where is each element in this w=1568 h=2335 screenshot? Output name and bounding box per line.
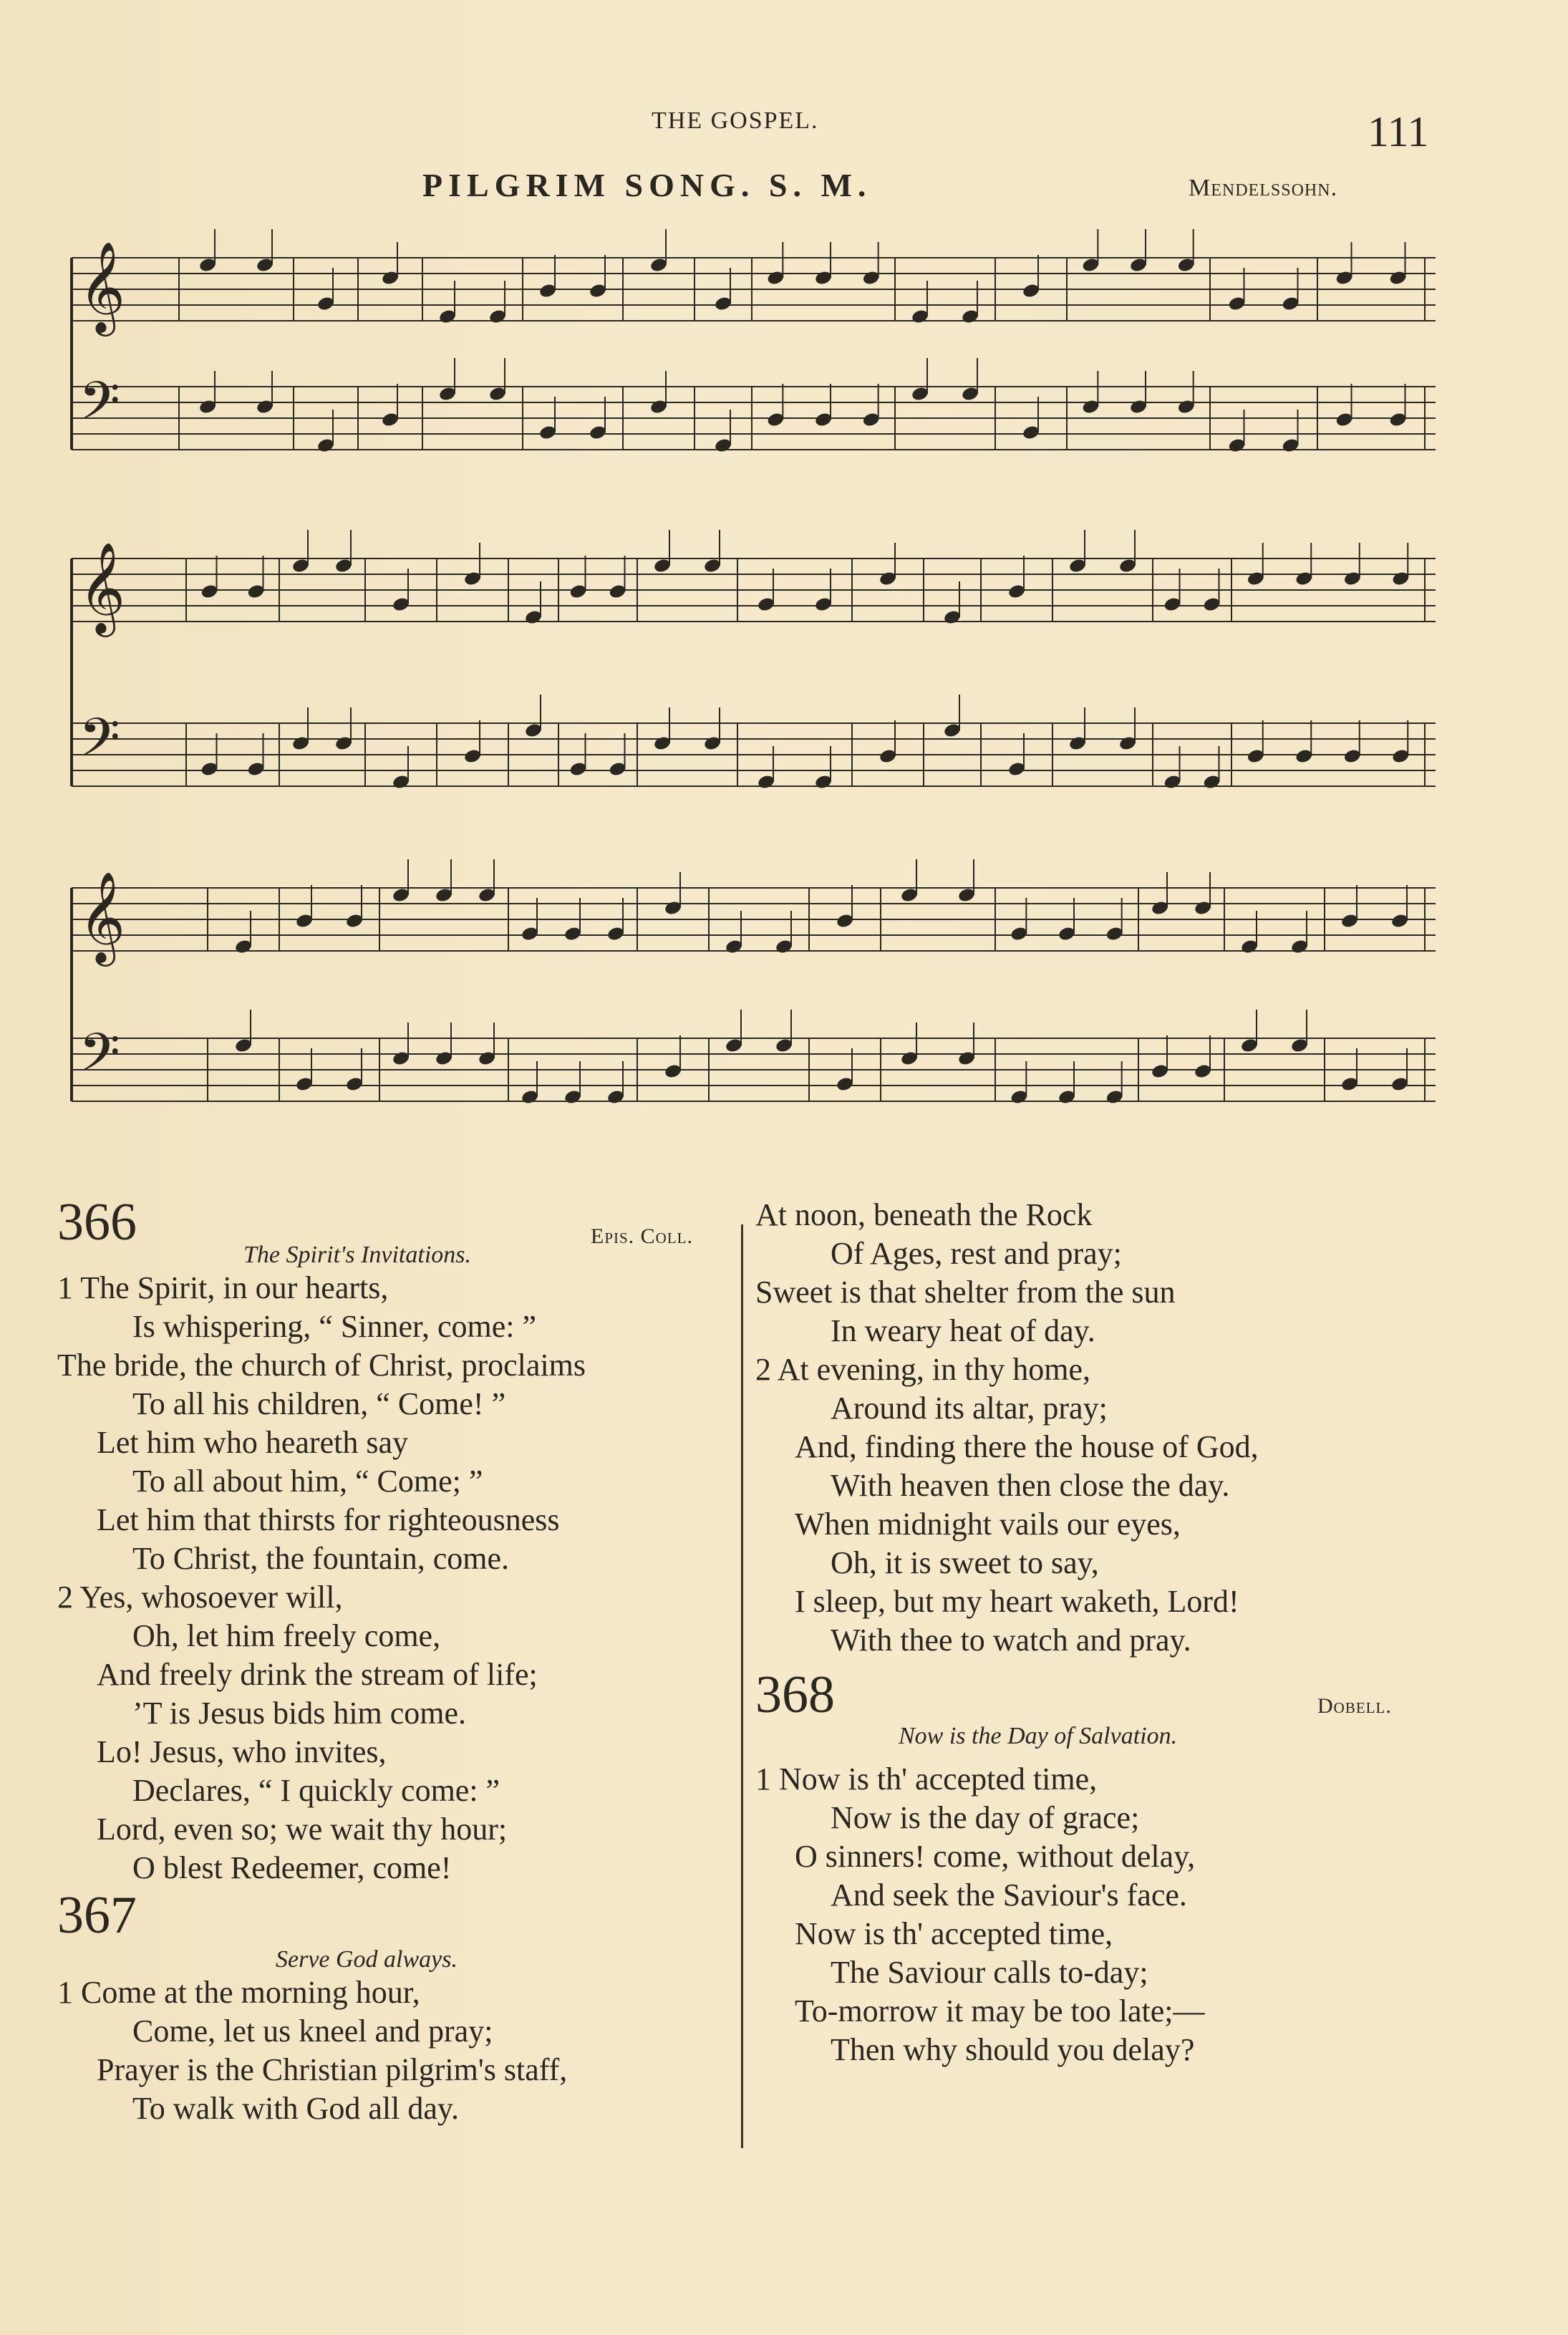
verse-line: Come, let us kneel and pray;	[132, 2013, 493, 2049]
verse-line: The Saviour calls to-day;	[831, 1955, 1148, 1990]
music-score	[64, 215, 1446, 1146]
hymn-number: 367	[57, 1886, 137, 1945]
verse-line: In weary heat of day.	[831, 1313, 1095, 1348]
treble-clef: 𝄞	[79, 541, 126, 633]
verse-line: Let him who heareth say	[97, 1425, 408, 1460]
verse-line: O sinners! come, without delay,	[795, 1839, 1196, 1874]
treble-clef: 𝄞	[79, 241, 126, 332]
verse-line: 1 The Spirit, in our hearts,	[57, 1270, 389, 1305]
verse-line: Around its altar, pray;	[831, 1391, 1108, 1426]
verse-line: I sleep, but my heart waketh, Lord!	[795, 1584, 1239, 1619]
verse-line: To walk with God all day.	[132, 2091, 459, 2126]
verse-line: 1 Come at the morning hour,	[57, 1975, 420, 2010]
running-head: THE GOSPEL.	[652, 107, 819, 134]
bass-clef: 𝄢	[79, 1022, 120, 1097]
verse-line: Now is th' accepted time,	[795, 1916, 1113, 1951]
verse-line: 1 Now is th' accepted time,	[755, 1761, 1098, 1797]
verse-line: O blest Redeemer, come!	[132, 1850, 452, 1885]
verse-line: 2 At evening, in thy home,	[755, 1352, 1091, 1387]
verse-line: Oh, it is sweet to say,	[831, 1545, 1099, 1580]
hymn-author: Epis. Coll.	[591, 1224, 694, 1248]
hymn-title: The Spirit's Invitations.	[243, 1242, 472, 1268]
verse-line: Then why should you delay?	[831, 2032, 1195, 2067]
verse-line: Of Ages, rest and pray;	[831, 1236, 1122, 1271]
right-column	[755, 1196, 1443, 2069]
tune-composer: Mendelssohn.	[1189, 175, 1338, 201]
verse-line: Sweet is that shelter from the sun	[755, 1275, 1176, 1310]
hymn-author: Dobell.	[1317, 1694, 1392, 1718]
page-number: 111	[1368, 108, 1429, 155]
verse-line: To Christ, the fountain, come.	[132, 1541, 510, 1576]
verse-line: Now is the day of grace;	[831, 1800, 1140, 1835]
verse-line: To all about him, “ Come; ”	[132, 1464, 483, 1499]
verse-line: The bride, the church of Christ, proclaims	[57, 1348, 586, 1383]
verse-line: And seek the Saviour's face.	[831, 1877, 1187, 1913]
verse-line: 2 Yes, whosoever will,	[57, 1580, 343, 1615]
hymn-text	[755, 1196, 1443, 1660]
verse-line: Let him that thirsts for righteousness	[97, 1502, 560, 1537]
verse-line: To all his children, “ Come! ”	[132, 1386, 506, 1421]
verse-line: Lo! Jesus, who invites,	[97, 1734, 387, 1769]
bass-clef: 𝄢	[79, 370, 120, 445]
tune-title: PILGRIM SONG. S. M.	[422, 167, 872, 203]
hymn-number: 368	[755, 1666, 835, 1724]
verse-line: Lord, even so; we wait thy hour;	[97, 1812, 508, 1847]
hymn-number: 366	[57, 1193, 137, 1252]
hymn-text	[755, 1760, 1443, 2069]
verse-line: Prayer is the Christian pilgrim's staff,	[97, 2052, 568, 2087]
hymn-title: Now is the Day of Salvation.	[899, 1723, 1178, 1749]
verse-line: Oh, let him freely come,	[132, 1618, 441, 1653]
treble-clef: 𝄞	[79, 871, 126, 962]
verse-line: With heaven then close the day.	[831, 1468, 1230, 1503]
verse-line: When midnight vails our eyes,	[795, 1507, 1181, 1542]
verse-line: To-morrow it may be too late;—	[795, 1993, 1205, 2029]
verse-line: With thee to watch and pray.	[831, 1623, 1191, 1658]
hymn-title: Serve God always.	[276, 1946, 458, 1973]
verse-line: And, finding there the house of God,	[795, 1429, 1259, 1464]
bass-clef: 𝄢	[79, 707, 120, 782]
hymn-text	[57, 1269, 745, 1887]
verse-line: ’T is Jesus bids him come.	[132, 1696, 467, 1731]
verse-line: And freely drink the stream of life;	[97, 1657, 538, 1692]
verse-line: Declares, “ I quickly come: ”	[132, 1773, 500, 1808]
verse-line: At noon, beneath the Rock	[755, 1197, 1093, 1232]
left-column	[57, 1193, 745, 2128]
hymn-text	[57, 1973, 745, 2128]
verse-line: Is whispering, “ Sinner, come: ”	[132, 1309, 536, 1344]
